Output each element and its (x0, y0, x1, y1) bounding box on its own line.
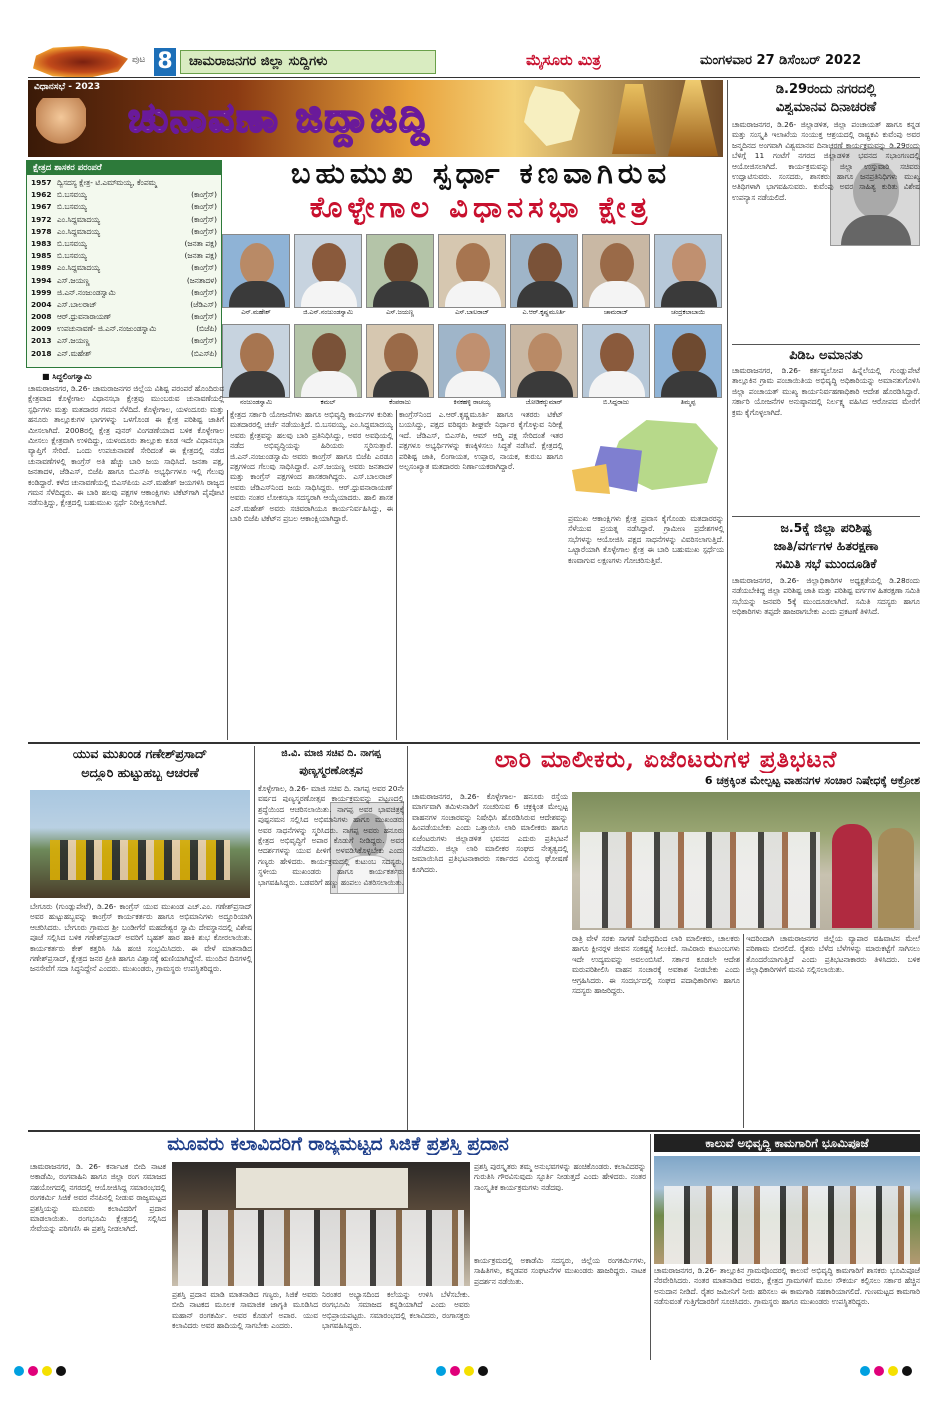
portrait-face (312, 243, 346, 285)
portrait-face (240, 243, 274, 285)
right-story2-text: ಚಾಮರಾಜನಗರ, ಡಿ.26- ಕರ್ತವ್ಯಲೋಪ ಹಿನ್ನೆಲೆಯಲ್ಲಿ ಗುಂಡ್ಲುಪೇಟೆ ತಾಲ್ಲೂಕಿನ ಗ್ರಾಮ ಪಂಚಾಯಿತಿಯ ಅಭಿವೃದ್ಧಿ ಅಧಿಕಾರಿಯನ್ನು ಅಮಾನತುಗೊಳಿಸಿ ಜಿಲ್ಲಾ ಪಂಚಾಯತ್ ಮುಖ್ಯ ಕಾರ್ಯನಿರ್ವಹಣಾಧಿಕಾರಿ ಆದೇಶ ಹೊರಡಿಸಿದ್ದಾರೆ. ಸರ್ಕಾರಿ ಯೋಜನೆಗಳ ಅನುಷ್ಠಾನದಲ್ಲಿ ನಿರ್ಲಕ್ಷ್ಯ ವಹಿಸಿದ ಆರೋಪದ ಮೇರೆಗೆ ಕ್ರಮ ಕೈಗೊಳ್ಳಲಾಗಿದೆ. (732, 366, 920, 417)
candidate-name: ಎನ್.ಮಹೇಶ್ (241, 309, 271, 316)
candidate-photo (294, 324, 362, 410)
history-name: ಎಸ್.ಜಯಣ್ಣ (57, 336, 90, 346)
history-list (31, 177, 219, 360)
candidate-photo (654, 234, 722, 320)
col-rule (227, 410, 228, 740)
history-party: (ಜನತಾದಳ) (186, 275, 217, 285)
award-text-5: ಕಾರ್ಯಕ್ರಮದಲ್ಲಿ ಅಕಾಡೆಮಿ ಸದಸ್ಯರು, ಜಿಲ್ಲೆಯ ರಂಗಕರ್ಮಿಗಳು, ಸಾಹಿತಿಗಳು, ಕನ್ನಡಪರ ಸಂಘಟನೆಗಳ ಮುಖಂಡರು ಹಾಜರಿದ್ದರು. ನಾಟಕ ಪ್ರದರ್ಶನ ನಡೆಯಿತು. (474, 1256, 646, 1286)
right-story1-text: ಚಾಮರಾಜನಗರ, ಡಿ.26- ಜಿಲ್ಲಾಡಳಿತ, ಜಿಲ್ಲಾ ಪಂಚಾಯತ್ ಹಾಗೂ ಕನ್ನಡ ಮತ್ತು ಸಂಸ್ಕೃತಿ ಇಲಾಖೆಯ ಸಂಯುಕ್ತ ಆಶ್ರಯದಲ್ಲಿ ರಾಷ್ಟ್ರಕವಿ ಕುವೆಂಪು ಅವರ ಜನ್ಮದಿನದ ಅಂಗವಾಗಿ ವಿಶ್ವಮಾನವ ದಿನಾಚರಣೆ ಕಾರ್ಯಕ್ರಮವನ್ನು ಡಿ.29ರಂದು ಬೆಳಿಗ್ಗೆ 11 ಗಂಟೆಗೆ ನಗರದ ಜಿಲ್ಲಾಡಳಿತ ಭವನದ ಸಭಾಂಗಣದಲ್ಲಿ ಆಯೋಜಿಸಲಾಗಿದೆ. ಕಾರ್ಯಕ್ರಮವನ್ನು ಜಿಲ್ಲಾ ಉಸ್ತುವಾರಿ ಸಚಿವರು ಉದ್ಘಾಟಿಸುವರು. ಸಂಸದರು, ಶಾಸಕರು ಹಾಗೂ ಜನಪ್ರತಿನಿಧಿಗಳು ಮುಖ್ಯ ಅತಿಥಿಗಳಾಗಿ ಭಾಗವಹಿಸುವರು. ಕುವೆಂಪು ಅವರ ಸಾಹಿತ್ಯ ಕುರಿತು ವಿಶೇಷ ಉಪನ್ಯಾಸ ನಡೆಯಲಿದೆ. (732, 120, 920, 202)
cyan-dot (14, 1366, 24, 1376)
history-party: (ಕಾಂಗ್ರೆಸ್) (191, 263, 217, 273)
lorry-text-1: ಚಾಮರಾಜನಗರ, ಡಿ.26- ಕೊಳ್ಳೇಗಾಲ- ಹನೂರು ರಸ್ತೆಯ ಮಾರ್ಗವಾಗಿ ತಮಿಳುನಾಡಿಗೆ ಸಂಚರಿಸುವ 6 ಚಕ್ರಕ್ಕಿಂತ ಮೇಲ್ಪಟ್ಟ ವಾಹನಗಳ ಸಂಚಾರವನ್ನು ನಿಷೇಧಿಸಿ ಹೊರಡಿಸಿರುವ ಆದೇಶವನ್ನು ಹಿಂಪಡೆಯಬೇಕು ಎಂದು ಒತ್ತಾಯಿಸಿ ಲಾರಿ ಮಾಲೀಕರು ಹಾಗೂ ಏಜೆಂಟರುಗಳು ಜಿಲ್ಲಾಡಳಿತ ಭವನದ ಎದುರು ಪ್ರತಿಭಟನೆ ನಡೆಸಿದರು. ಜಿಲ್ಲಾ ಲಾರಿ ಮಾಲೀಕರ ಸಂಘದ ನೇತೃತ್ವದಲ್ಲಿ ಜಮಾಯಿಸಿದ ಪ್ರತಿಭಟನಾಕಾರರು ಸರ್ಕಾರದ ವಿರುದ್ಧ ಘೋಷಣೆ ಕೂಗಿದರು. (412, 792, 568, 874)
masthead (28, 46, 920, 78)
portrait-body (229, 371, 285, 398)
candidate-name: ಜಿ.ಎನ್.ನಂಜುಂಡಸ್ವಾಮಿ (303, 309, 353, 316)
section-title: ಚಾಮರಾಜನಗರ ಜಿಲ್ಲಾ ಸುದ್ದಿಗಳು (180, 50, 436, 74)
candidate-name: ಚಂದ್ರಕಲಾಬಾಯಿ (671, 309, 705, 316)
right-story1-title-a: ಡಿ.29ರಂದು ನಗರದಲ್ಲಿ (775, 82, 877, 97)
history-row (31, 262, 219, 274)
history-year: 1957 (31, 178, 52, 187)
candidate-photo (438, 234, 506, 320)
right-story3-text: ಚಾಮರಾಜನಗರ, ಡಿ.26- ಜಿಲ್ಲಾಧಿಕಾರಿಗಳ ಅಧ್ಯಕ್ಷತೆಯಲ್ಲಿ ಡಿ.28ರಂದು ನಡೆಯಬೇಕಿದ್ದ ಜಿಲ್ಲಾ ಪರಿಶಿಷ್ಟ ಜಾತಿ ಮತ್ತು ಪರಿಶಿಷ್ಟ ವರ್ಗಗಳ ಹಿತರಕ್ಷಣಾ ಸಮಿತಿ ಸಭೆಯನ್ನು ಜನವರಿ 5ಕ್ಕೆ ಮುಂದೂಡಲಾಗಿದೆ. ಸಮಿತಿ ಸದಸ್ಯರು ಹಾಗೂ ಅಧಿಕಾರಿಗಳು ತಪ್ಪದೇ ಹಾಜರಾಗಬೇಕು ಎಂದು ಪ್ರಕಟಣೆ ತಿಳಿಸಿದೆ. (732, 576, 920, 617)
candidate-photo (222, 324, 290, 410)
portrait-face (384, 243, 418, 285)
lead-headline-1: ಬಹುಮುಖ ಸ್ಪರ್ಧಾ ಕಣವಾಗಿರುವ (290, 156, 672, 190)
right-story1-title-b: ವಿಶ್ವಮಾನವ ದಿನಾಚರಣೆ (775, 100, 877, 115)
history-row (31, 311, 219, 323)
candidate-photo (582, 234, 650, 320)
candidate-portrait (510, 324, 578, 398)
lorry-text-2: ರಾತ್ರಿ ವೇಳೆ ಸರಕು ಸಾಗಣೆ ನಿಷೇಧದಿಂದ ಲಾರಿ ಮಾಲೀಕರು, ಚಾಲಕರು ಹಾಗೂ ಕ್ಲೀನರ್‍ಗಳ ಜೀವನ ಸಂಕಷ್ಟಕ್ಕೆ ಸಿಲುಕಿದೆ. ಸಾವಿರಾರು ಕುಟುಂಬಗಳು ಇದೇ ಉದ್ಯಮವನ್ನು ಅವಲಂಬಿಸಿವೆ. ಸರ್ಕಾರ ಕೂಡಲೇ ಆದೇಶ ಮರುಪರಿಶೀಲಿಸಿ ವಾಹನ ಸಂಚಾರಕ್ಕೆ ಅವಕಾಶ ನೀಡಬೇಕು ಎಂದು ಆಗ್ರಹಿಸಿದರು. ಈ ಸಂದರ್ಭದಲ್ಲಿ ಸಂಘದ ಪದಾಧಿಕಾರಿಗಳು ಹಾಗೂ ಸದಸ್ಯರು ಹಾಜರಿದ್ದರು. (572, 934, 740, 996)
candidate-portrait (582, 324, 650, 398)
history-party: (ಕಾಂಗ್ರೆಸ್) (191, 312, 217, 322)
ganesh-birthday-photo (30, 790, 250, 898)
candidate-photo (222, 234, 290, 320)
ballot-hand-icon (36, 98, 86, 153)
history-party: (ಜನತಾ ಪಕ್ಷ) (184, 251, 217, 261)
history-name: ಎಂ.ಸಿದ್ದಮಾದಯ್ಯ (57, 214, 101, 224)
candidate-name: ಕಿನಕಹಳ್ಳಿ ರಾಚಯ್ಯ (453, 399, 491, 406)
col-rule (254, 746, 255, 1130)
history-name: ಉಪಚುನಾವಣೆ- ಜಿ.ಎನ್.ನಂಜುಂಡಸ್ವಾಮಿ (57, 324, 157, 334)
candidate-photo (366, 324, 434, 410)
history-name: ದ್ವಿಸದಸ್ಯ ಕ್ಷೇತ್ರ- ಟಿ.ಎಮ್‍ಮಯ್ಯ, ಕೆಂಪಮ್ಮ (57, 178, 157, 187)
history-year: 1999 (31, 287, 52, 297)
candidate-portrait (654, 324, 722, 398)
portrait-body (445, 281, 501, 308)
candidate-portrait (294, 324, 362, 398)
candidate-name: ಎಸ್.ಜಯಣ್ಣ (386, 309, 414, 316)
official-figure (832, 824, 872, 928)
history-name: ಎಸ್.ಜಯಣ್ಣ (57, 275, 90, 285)
right-story3-title-b: ಜಾತಿ/ವರ್ಗಗಳ ಹಿತರಕ್ಷಣಾ (773, 538, 879, 553)
history-row (31, 177, 219, 189)
history-party: (ಕಾಂಗ್ರೆಸ್) (191, 336, 217, 346)
candidate-name: ನಂಜುಂಡಸ್ವಾಮಿ (239, 399, 273, 406)
history-row (31, 348, 219, 360)
election-banner-title: ಚುನಾವಣಾ ಜಿದ್ದಾಜಿದ್ದಿ (128, 94, 431, 141)
black-dot (902, 1366, 912, 1376)
history-party: (ಬಿಜೆಪಿ) (196, 324, 217, 334)
candidate-photo (510, 324, 578, 410)
candidate-portrait (294, 234, 362, 308)
election-year-tag: ವಿಧಾನಸಭೆ - 2023 (34, 82, 101, 92)
newspaper-name: ಮೈಸೂರು ಮಿತ್ರ (526, 51, 601, 69)
history-year: 1962 (31, 190, 52, 200)
history-row (31, 287, 219, 299)
right-col-rule (727, 80, 728, 740)
right-rule (732, 344, 920, 345)
map-region-3 (572, 464, 610, 494)
lorry-protest-photo (572, 792, 920, 930)
masthead-rule (28, 77, 920, 78)
history-party: (ಜೆಡಿಎಸ್) (190, 299, 217, 309)
history-name: ಬಿ.ಬಸವಯ್ಯ (57, 251, 87, 261)
portrait-face (384, 333, 418, 375)
nagappa-text: ಕೊಳ್ಳೇಗಾಲ, ಡಿ.26- ಮಾಜಿ ಸಚಿವ ದಿ. ನಾಗಪ್ಪ ಅವರ 20ನೇ ವರ್ಷದ ಪುಣ್ಯಸ್ಮರಣೋತ್ಸವ ಕಾರ್ಯಕ್ರಮವನ್ನು ಪಟ್ಟಣದಲ್ಲಿ ಶ್ರದ್ಧೆಯಿಂದ ಆಚರಿಸಲಾಯಿತು. ನಾಗಪ್ಪ ಅವರ ಭಾವಚಿತ್ರಕ್ಕೆ ಪುಷ್ಪನಮನ ಸಲ್ಲಿಸಿದ ಅಭಿಮಾನಿಗಳು ಹಾಗೂ ಮುಖಂಡರು ಅವರ ಸಾಧನೆಗಳನ್ನು ಸ್ಮರಿಸಿದರು. ನಾಗಪ್ಪ ಅವರು ಹನೂರು ಕ್ಷೇತ್ರದ ಅಭಿವೃದ್ಧಿಗೆ ಅಪಾರ ಕೊಡುಗೆ ನೀಡಿದ್ದರು. ಅವರ ಆದರ್ಶಗಳನ್ನು ಯುವ ಪೀಳಿಗೆ ಅಳವಡಿಸಿಕೊಳ್ಳಬೇಕು ಎಂದು ಗಣ್ಯರು ಹೇಳಿದರು. ಕಾರ್ಯಕ್ರಮದಲ್ಲಿ ಕುಟುಂಬ ಸದಸ್ಯರು, ಸ್ಥಳೀಯ ಮುಖಂಡರು ಹಾಗೂ ಕಾರ್ಯಕರ್ತರು ಭಾಗವಹಿಸಿದ್ದರು. ಬಡವರಿಗೆ ಹಣ್ಣು ಹಂಪಲು ವಿತರಿಸಲಾಯಿತು. (258, 784, 404, 887)
lorry-text-3: ಇದರಿಂದಾಗಿ ಚಾಮರಾಜನಗರ ಜಿಲ್ಲೆಯ ವ್ಯಾಪಾರ ವಹಿವಾಟಿನ ಮೇಲೆ ಪರಿಣಾಮ ಬೀರಲಿದೆ. ರೈತರು ಬೆಳೆದ ಬೆಳೆಗಳನ್ನು ಮಾರುಕಟ್ಟೆಗೆ ಸಾಗಿಸಲು ತೊಂದರೆಯಾಗುತ್ತಿದೆ ಎಂದು ಪ್ರತಿಭಟನಾಕಾರರು ತಿಳಿಸಿದರು. ಬಳಿಕ ಜಿಲ್ಲಾಧಿಕಾರಿಗಳಿಗೆ ಮನವಿ ಸಲ್ಲಿಸಲಾಯಿತು. (746, 934, 920, 975)
history-party: (ಕಾಂಗ್ರೆಸ್) (191, 214, 217, 224)
page-number-badge: 8 (154, 48, 176, 76)
candidate-photo (438, 324, 506, 410)
history-name: ಎಂ.ಸಿದ್ದಮಾದಯ್ಯ (57, 263, 101, 273)
lead-col-2: ಕ್ಷೇತ್ರದ ಸರ್ಕಾರಿ ಯೋಜನೆಗಳು ಹಾಗೂ ಅಭಿವೃದ್ಧಿ ಕಾರ್ಯಗಳ ಕುರಿತು ಮತದಾರರಲ್ಲಿ ಚರ್ಚೆ ನಡೆಯುತ್ತಿದೆ. ಬಿ.ಬಸವಯ್ಯ, ಎಂ.ಸಿದ್ದಮಾದಯ್ಯ ಅವರು ಕ್ಷೇತ್ರವನ್ನು ಹಲವು ಬಾರಿ ಪ್ರತಿನಿಧಿಸಿದ್ದು, ಅವರ ಅವಧಿಯಲ್ಲಿ ನಡೆದ ಅಭಿವೃದ್ಧಿಯನ್ನು ಹಿರಿಯರು ಸ್ಮರಿಸುತ್ತಾರೆ. ಜಿ.ಎನ್.ನಂಜುಂಡಸ್ವಾಮಿ ಅವರು ಕಾಂಗ್ರೆಸ್ ಹಾಗೂ ಬಿಜೆಪಿ ಎರಡೂ ಪಕ್ಷಗಳಿಂದ ಗೆಲುವು ಸಾಧಿಸಿದ್ದಾರೆ. ಎಸ್.ಜಯಣ್ಣ ಅವರು ಜನತಾದಳ ಮತ್ತು ಕಾಂಗ್ರೆಸ್ ಪಕ್ಷಗಳಿಂದ ಶಾಸಕರಾಗಿದ್ದರು. ಎಸ್.ಬಾಲರಾಜ್ ಅವರು ಜೆಡಿಎಸ್‍ನಿಂದ ಜಯ ಸಾಧಿಸಿದ್ದರು. ಆರ್.ಧ್ರುವನಾರಾಯಣ್ ಅವರು ನಂತರ ಲೋಕಸಭಾ ಸದಸ್ಯರಾಗಿ ಆಯ್ಕೆಯಾದರು. ಹಾಲಿ ಶಾಸಕ ಎನ್.ಮಹೇಶ್ ಅವರು ಸಚಿವರಾಗಿಯೂ ಕಾರ್ಯನಿರ್ವಹಿಸಿದ್ದು, ಈ ಬಾರಿ ಬಿಜೆಪಿ ಟಿಕೆಟ್‍ನ ಪ್ರಬಲ ಆಕಾಂಕ್ಷಿಯಾಗಿದ್ದಾರೆ. (230, 410, 393, 524)
history-year: 1983 (31, 238, 52, 248)
black-dot (478, 1366, 488, 1376)
registration-marks-right (860, 1366, 930, 1378)
police-figure (878, 828, 914, 928)
candidate-portrait (222, 234, 290, 308)
yellow-dot (888, 1366, 898, 1376)
history-name: ಜಿ.ಎನ್.ನಂಜುಂಡಸ್ವಾಮಿ (57, 287, 116, 297)
nagappa-title-a: ಜಿ.ವಿ. ಮಾಜಿ ಸಚಿವ ದಿ. ನಾಗಪ್ಪ (281, 748, 381, 759)
history-year: 1985 (31, 251, 52, 261)
portrait-body (661, 281, 717, 308)
section-rule (28, 1130, 920, 1132)
ganesh-title-a: ಯುವ ಮುಖಂಡ ಗಣೇಶ್‍ಪ್ರಸಾದ್ (72, 746, 208, 761)
portrait-face (672, 243, 706, 285)
history-name: ಬಿ.ಬಸವಯ್ಯ (57, 190, 87, 200)
candidate-photo (654, 324, 722, 410)
lead-byline: ■ ಸಿದ್ದಲಿಂಗಸ್ವಾಮಿ (42, 372, 92, 381)
black-dot (56, 1366, 66, 1376)
candidate-portrait (366, 324, 434, 398)
candidate-name: ಜೋಡಿಕರ್‍ಕುಮಾರ್ (525, 399, 563, 406)
history-year: 1989 (31, 263, 52, 273)
history-year: 2013 (31, 336, 52, 346)
portrait-face (672, 333, 706, 375)
section-rule (28, 742, 920, 744)
state-map-emblem (28, 46, 128, 78)
lead-col-4: ಪ್ರಮುಖ ಆಕಾಂಕ್ಷಿಗಳು ಕ್ಷೇತ್ರ ಪ್ರವಾಸ ಕೈಗೊಂಡು ಮತದಾರರನ್ನು ಸೆಳೆಯುವ ಪ್ರಯತ್ನ ನಡೆಸಿದ್ದಾರೆ. ಗ್ರಾಮೀಣ ಪ್ರದೇಶಗಳಲ್ಲಿ ಸಭೆಗಳನ್ನು ಆಯೋಜಿಸಿ ಪಕ್ಷದ ಸಾಧನೆಗಳನ್ನು ವಿವರಿಸಲಾಗುತ್ತಿದೆ. ಒಟ್ಟಾರೆಯಾಗಿ ಕೊಳ್ಳೇಗಾಲ ಕ್ಷೇತ್ರ ಈ ಬಾರಿ ಬಹುಮುಖ ಸ್ಪರ್ಧೆಯ ಕಣವಾಗುವ ಲಕ್ಷಣಗಳು ಗೋಚರಿಸುತ್ತಿವೆ. (568, 514, 724, 565)
candidate-name: ಎಸ್.ಬಾಲರಾಜ್ (455, 309, 489, 316)
lead-col-3: ಕಾಂಗ್ರೆಸ್‍ನಿಂದ ಎ.ಆರ್.ಕೃಷ್ಣಮೂರ್ತಿ ಹಾಗೂ ಇತರರು ಟಿಕೆಟ್ ಬಯಸಿದ್ದು, ಪಕ್ಷದ ವರಿಷ್ಠರು ಶೀಘ್ರವೇ ನಿರ್ಧಾರ ಕೈಗೊಳ್ಳುವ ನಿರೀಕ್ಷೆ ಇದೆ. ಜೆಡಿಎಸ್, ಬಿಎಸ್‍ಪಿ, ಆಮ್ ಆದ್ಮಿ ಪಕ್ಷ ಸೇರಿದಂತೆ ಇತರ ಪಕ್ಷಗಳೂ ಅಭ್ಯರ್ಥಿಗಳನ್ನು ಕಣಕ್ಕಿಳಿಸಲು ಸಿದ್ಧತೆ ನಡೆಸಿವೆ. ಕ್ಷೇತ್ರದಲ್ಲಿ ಪರಿಶಿಷ್ಟ ಜಾತಿ, ಲಿಂಗಾಯತ, ಉಪ್ಪಾರ, ನಾಯಕ, ಕುರುಬ ಹಾಗೂ ಅಲ್ಪಸಂಖ್ಯಾತ ಮತದಾರರು ನಿರ್ಣಾಯಕರಾಗಿದ್ದಾರೆ. (399, 410, 563, 472)
candidate-photo (510, 234, 578, 320)
history-year: 2009 (31, 324, 52, 334)
history-party: (ಕಾಂಗ್ರೆಸ್) (191, 226, 217, 236)
history-box-title: ಕ್ಷೇತ್ರದ ಶಾಸಕರ ಪರಂಪರೆ (27, 161, 221, 175)
magenta-dot (874, 1366, 884, 1376)
bhoomi-pooja-photo (654, 1156, 920, 1264)
issue-date: ಮಂಗಳವಾರ 27 ಡಿಸೆಂಬರ್ 2022 (700, 53, 862, 68)
history-year: 1967 (31, 202, 52, 212)
candidate-name: ಎ.ಆರ್.ಕೃಷ್ಣಮೂರ್ತಿ (522, 309, 566, 316)
page-label: ಪುಟ (132, 55, 146, 65)
history-party: (ಕಾಂಗ್ರೆಸ್) (191, 190, 217, 200)
history-row (31, 201, 219, 213)
ganesh-text: ಬೇಗೂರು (ಗುಂಡ್ಲುಪೇಟೆ), ಡಿ.26- ಕಾಂಗ್ರೆಸ್ ಯುವ ಮುಖಂಡ ಎಚ್.ಎಂ. ಗಣೇಶ್‍ಪ್ರಸಾದ್ ಅವರ ಹುಟ್ಟುಹಬ್ಬವನ್ನು ಕಾಂಗ್ರೆಸ್ ಕಾರ್ಯಕರ್ತರು ಹಾಗೂ ಅಭಿಮಾನಿಗಳು ಅದ್ದೂರಿಯಾಗಿ ಆಚರಿಸಿದರು. ಬೇಗೂರು ಗ್ರಾಮದ ಶ್ರೀ ಬಂಡೀಗೆರೆ ಮಹದೇಶ್ವರ ಸ್ವಾಮಿ ದೇವಸ್ಥಾನದಲ್ಲಿ ವಿಶೇಷ ಪೂಜೆ ಸಲ್ಲಿಸಿದ ಬಳಿಕ ಗಣೇಶ್‍ಪ್ರಸಾದ್ ಅವರಿಗೆ ಬೃಹತ್ ಹಾರ ಹಾಕಿ ಶುಭ ಕೋರಲಾಯಿತು. ಕಾರ್ಯಕರ್ತರು ಕೇಕ್ ಕತ್ತರಿಸಿ ಸಿಹಿ ಹಂಚಿ ಸಂಭ್ರಮಿಸಿದರು. ಈ ವೇಳೆ ಮಾತನಾಡಿದ ಗಣೇಶ್‍ಪ್ರಸಾದ್, ಕ್ಷೇತ್ರದ ಜನರ ಪ್ರೀತಿ ಹಾಗೂ ವಿಶ್ವಾಸಕ್ಕೆ ಋಣಿಯಾಗಿದ್ದೇನೆ. ಮುಂದಿನ ದಿನಗಳಲ್ಲಿ ಜನಸೇವೆಗೆ ಸದಾ ಸಿದ್ಧನಿದ್ದೇನೆ ಎಂದರು. ಮುಖಂಡರು, ಗ್ರಾಮಸ್ಥರು ಉಪಸ್ಥಿತರಿದ್ದರು. (30, 902, 252, 974)
candidate-portrait (438, 324, 506, 398)
history-name: ಎಸ್.ಬಾಲರಾಜ್ (57, 299, 97, 309)
portrait-body (661, 371, 717, 398)
history-year: 2008 (31, 312, 52, 322)
candidate-photo (582, 324, 650, 410)
candidate-name: ಕೆಂಪರಾಜು (389, 399, 411, 406)
ceremony-crowd (664, 1186, 910, 1264)
stage-banner (236, 1168, 408, 1208)
candidate-portrait (582, 234, 650, 308)
history-year: 1972 (31, 214, 52, 224)
award-title: ಮೂವರು ಕಲಾವಿದರಿಗೆ ರಾಜ್ಯಮಟ್ಟದ ಸಿಜಿಕೆ ಪ್ರಶಸ್ತಿ ಪ್ರದಾನ (167, 1134, 509, 1155)
award-stage-photo (172, 1162, 470, 1286)
temple-gopura-2 (668, 80, 718, 156)
history-name: ಆರ್.ಧ್ರುವನಾರಾಯಣ್ (57, 312, 112, 322)
lead-headline-2: ಕೊಳ್ಳೇಗಾಲ ವಿಧಾನಸಭಾ ಕ್ಷೇತ್ರ (309, 190, 653, 224)
history-year: 2018 (31, 348, 52, 358)
candidate-name: ಕಮಲ್ (320, 399, 336, 406)
portrait-face (600, 243, 634, 285)
candidate-portrait (510, 234, 578, 308)
bhoomi-text: ಚಾಮರಾಜನಗರ, ಡಿ.26- ತಾಲ್ಲೂಕಿನ ಗ್ರಾಮವೊಂದರಲ್ಲಿ ಕಾಲುವೆ ಅಭಿವೃದ್ಧಿ ಕಾಮಗಾರಿಗೆ ಶಾಸಕರು ಭೂಮಿಪೂಜೆ ನೆರವೇರಿಸಿದರು. ನಂತರ ಮಾತನಾಡಿದ ಅವರು, ಕ್ಷೇತ್ರದ ಗ್ರಾಮಗಳಿಗೆ ಮೂಲ ಸೌಕರ್ಯ ಕಲ್ಪಿಸಲು ಸರ್ಕಾರ ಹೆಚ್ಚಿನ ಅನುದಾನ ನೀಡಿದೆ. ರೈತರ ಜಮೀನಿಗೆ ನೀರು ಹರಿಸಲು ಈ ಕಾಮಗಾರಿ ಸಹಕಾರಿಯಾಗಲಿದೆ. ಗುಣಮಟ್ಟದ ಕಾಮಗಾರಿ ನಡೆಸುವಂತೆ ಗುತ್ತಿಗೆದಾರರಿಗೆ ಸೂಚಿಸಿದರು. ಗ್ರಾಮಸ್ಥರು ಹಾಗೂ ಮುಖಂಡರು ಉಪಸ್ಥಿತರಿದ್ದರು. (654, 1266, 920, 1307)
portrait-body (229, 281, 285, 308)
lorry-subtitle: 6 ಚಕ್ರಕ್ಕಿಂತ ಮೇಲ್ಪಟ್ಟ ವಾಹನಗಳ ಸಂಚಾರ ನಿಷೇಧಕ್ಕೆ ಆಕ್ರೋಶ (704, 774, 920, 787)
history-row (31, 299, 219, 311)
portrait-body (517, 281, 573, 308)
portrait-face (456, 333, 490, 375)
col-rule (650, 1134, 651, 1360)
portrait-body (589, 371, 645, 398)
history-name: ಬಿ.ಬಸವಯ್ಯ (57, 238, 87, 248)
award-text-3: ನಿರಂತರ ಅಭ್ಯಾಸದಿಂದ ಕಲೆಯನ್ನು ಉಳಿಸಿ ಬೆಳೆಸಬೇಕು. ರಂಗಭೂಮಿ ಸಮಾಜದ ಕನ್ನಡಿಯಾಗಿದೆ ಎಂದು ಅವರು ಅಭಿಪ್ರಾಯಪಟ್ಟರು. ಸಮಾರಂಭದಲ್ಲಿ ಕಲಾವಿದರು, ರಂಗಾಸಕ್ತರು ಭಾಗವಹಿಸಿದ್ದರು. (322, 1290, 470, 1331)
history-year: 1994 (31, 275, 52, 285)
right-story3-title-a: ಜ.5ಕ್ಕೆ ಜಿಲ್ಲಾ ಪರಿಶಿಷ್ಟ (780, 520, 872, 535)
history-party: (ಕಾಂಗ್ರೆಸ್) (191, 287, 217, 297)
lorry-title: ಲಾರಿ ಮಾಲೀಕರು, ಏಜೆಂಟರುಗಳ ಪ್ರತಿಭಟನೆ (494, 746, 838, 773)
portrait-body (589, 281, 645, 308)
candidate-portrait (222, 324, 290, 398)
election-banner (28, 80, 723, 157)
history-year: 1978 (31, 226, 52, 236)
candidate-portrait (366, 234, 434, 308)
magenta-dot (450, 1366, 460, 1376)
candidate-portrait (438, 234, 506, 308)
candidate-name: ಚಾಮರಾಜ್ (603, 309, 629, 316)
history-row (31, 189, 219, 201)
col-rule (396, 410, 397, 740)
garland-crowd (50, 840, 230, 880)
portrait-face (456, 243, 490, 285)
nagappa-title-b: ಪುಣ್ಯಸ್ಮರಣೋತ್ಸವ (299, 764, 363, 777)
candidate-name: ಬಿ.ಸಿದ್ದರಾಜು (602, 399, 629, 406)
history-year: 2004 (31, 299, 52, 309)
history-name: ಎನ್.ಮಹೇಶ್ (57, 348, 92, 358)
portrait-face (600, 333, 634, 375)
portrait-face (528, 243, 562, 285)
lead-col-1: ಚಾಮರಾಜನಗರ, ಡಿ.26- ಚಾಮರಾಜನಗರ ಜಿಲ್ಲೆಯ ವಿಶಿಷ್ಟ ಪರಂಪರೆ ಹೊಂದಿರುವ ಕ್ಷೇತ್ರವಾದ ಕೊಳ್ಳೇಗಾಲ ವಿಧಾನಸಭಾ ಕ್ಷೇತ್ರವು ಮುಂಬರುವ ಚುನಾವಣೆಯಲ್ಲಿ ಸ್ಪರ್ಧಿಗಳು ಮತ್ತು ಮತದಾರರ ಗಮನ ಸೆಳೆದಿದೆ. ಕೊಳ್ಳೇಗಾಲ, ಯಳಂದೂರು ಮತ್ತು ಹನೂರು ತಾಲ್ಲೂಕುಗಳ ಭಾಗಗಳನ್ನು ಒಳಗೊಂಡ ಈ ಕ್ಷೇತ್ರ ಪರಿಶಿಷ್ಟ ಜಾತಿಗೆ ಮೀಸಲಾಗಿದೆ. 2008ರಲ್ಲಿ ಕ್ಷೇತ್ರ ಪುನರ್ ವಿಂಗಡಣೆಯಾದ ಬಳಿಕ ಕೊಳ್ಳೇಗಾಲ ಮೀಸಲು ಕ್ಷೇತ್ರವಾಗಿ ಉಳಿದಿದ್ದು, ಯಳಂದೂರು ತಾಲ್ಲೂಕು ಕೂಡ ಇದೇ ವಿಧಾನಸಭಾ ವ್ಯಾಪ್ತಿಗೆ ಸೇರಿದೆ. ಒಂದು ಉಪಚುನಾವಣೆ ಸೇರಿದಂತೆ ಈ ಕ್ಷೇತ್ರದಲ್ಲಿ ನಡೆದ ಚುನಾವಣೆಗಳಲ್ಲಿ ಕಾಂಗ್ರೆಸ್ ಅತಿ ಹೆಚ್ಚು ಬಾರಿ ಜಯ ಸಾಧಿಸಿದೆ. ಜನತಾ ಪಕ್ಷ, ಜನತಾದಳ, ಜೆಡಿಎಸ್, ಬಿಜೆಪಿ ಹಾಗೂ ಬಿಎಸ್‍ಪಿ ಅಭ್ಯರ್ಥಿಗಳೂ ಇಲ್ಲಿ ಗೆಲುವು ಕಂಡಿದ್ದಾರೆ. ಕಳೆದ ಚುನಾವಣೆಯಲ್ಲಿ ಬಿಎಸ್‍ಪಿಯ ಎನ್.ಮಹೇಶ್ ಜಯಗಳಿಸಿ ರಾಜ್ಯದ ಗಮನ ಸೆಳೆದಿದ್ದರು. ಈ ಬಾರಿ ಹಲವು ಪಕ್ಷಗಳ ಆಕಾಂಕ್ಷಿಗಳು ಟಿಕೆಟ್‍ಗಾಗಿ ಪೈಪೋಟಿ ನಡೆಸುತ್ತಿದ್ದು, ಕ್ಷೇತ್ರದಲ್ಲಿ ಬಹುಮುಖ ಸ್ಪರ್ಧೆ ನಿರೀಕ್ಷಿಸಲಾಗಿದೆ. (28, 384, 224, 508)
candidate-photo-grid (222, 234, 727, 406)
temple-gopura-1 (612, 84, 656, 154)
right-rule (732, 516, 920, 517)
history-row (31, 226, 219, 238)
award-text-4: ಪ್ರಶಸ್ತಿ ಪುರಸ್ಕೃತರು ತಮ್ಮ ಅನುಭವಗಳನ್ನು ಹಂಚಿಕೊಂಡರು. ಕಲಾವಿದರನ್ನು ಗುರುತಿಸಿ ಗೌರವಿಸುವುದು ಸ್ಫೂರ್ತಿ ನೀಡುತ್ತದೆ ಎಂದು ಹೇಳಿದರು. ನಂತರ ಸಾಂಸ್ಕೃತಿಕ ಕಾರ್ಯಕ್ರಮಗಳು ನಡೆದವು. (474, 1162, 646, 1192)
portrait-body (301, 281, 357, 308)
history-party: (ಕಾಂಗ್ರೆಸ್) (191, 202, 217, 212)
candidate-name: ತಿಮ್ಮಪ್ಪ (680, 399, 696, 406)
right-story2-title: ಪಿಡಿಒ ಅಮಾನತು (789, 348, 863, 363)
portrait-body (517, 371, 573, 398)
registration-marks-left (14, 1366, 84, 1378)
bhoomi-title: ಕಾಲುವೆ ಅಭಿವೃದ್ಧಿ ಕಾಮಗಾರಿಗೆ ಭೂಮಿಪೂಜೆ (654, 1134, 920, 1152)
history-name: ಬಿ.ಬಸವಯ್ಯ (57, 202, 87, 212)
constituency-map (568, 420, 724, 508)
registration-marks-center (436, 1366, 506, 1378)
history-row (31, 250, 219, 262)
district-map-graphic (524, 86, 580, 146)
portrait-face (312, 333, 346, 375)
award-text-1: ಚಾಮರಾಜನಗರ, ಡಿ. 26- ಕರ್ನಾಟಕ ಬೀದಿ ನಾಟಕ ಅಕಾಡೆಮಿ, ರಂಗವಾಹಿನಿ ಹಾಗೂ ಜಿಲ್ಲಾ ರಂಗ ಸಮಾಜದ ಸಹಯೋಗದಲ್ಲಿ ನಗರದಲ್ಲಿ ಆಯೋಜಿಸಿದ್ದ ಸಮಾರಂಭದಲ್ಲಿ ರಂಗಕರ್ಮಿ ಸಿಜಿಕೆ ಅವರ ನೆನಪಿನಲ್ಲಿ ನೀಡುವ ರಾಜ್ಯಮಟ್ಟದ ಪ್ರಶಸ್ತಿಯನ್ನು ಮೂವರು ಕಲಾವಿದರಿಗೆ ಪ್ರದಾನ ಮಾಡಲಾಯಿತು. ರಂಗಭೂಮಿ ಕ್ಷೇತ್ರದಲ್ಲಿ ಸಲ್ಲಿಸಿದ ಸೇವೆಯನ್ನು ಪರಿಗಣಿಸಿ ಈ ಪ್ರಶಸ್ತಿ ನೀಡಲಾಗಿದೆ. (30, 1162, 166, 1234)
history-row (31, 238, 219, 250)
history-row (31, 335, 219, 347)
candidate-photo (294, 234, 362, 320)
portrait-body (445, 371, 501, 398)
magenta-dot (28, 1366, 38, 1376)
stage-people (178, 1210, 464, 1286)
candidate-photo (366, 234, 434, 320)
history-party: (ಬಿಎಸ್‍ಪಿ) (191, 348, 217, 358)
award-text-2: ಪ್ರಶಸ್ತಿ ಪ್ರದಾನ ಮಾಡಿ ಮಾತನಾಡಿದ ಗಣ್ಯರು, ಸಿಜಿಕೆ ಅವರು ಬೀದಿ ನಾಟಕದ ಮೂಲಕ ಸಾಮಾಜಿಕ ಜಾಗೃತಿ ಮೂಡಿಸಿದ ಮಹಾನ್ ರಂಗಕರ್ಮಿ. ಅವರ ಕೊಡುಗೆ ಅಪಾರ. ಯುವ ಕಲಾವಿದರು ಅವರ ಹಾದಿಯಲ್ಲಿ ಸಾಗಬೇಕು ಎಂದರು. (172, 1290, 318, 1331)
yellow-dot (464, 1366, 474, 1376)
portrait-body (373, 371, 429, 398)
cyan-dot (860, 1366, 870, 1376)
cyan-dot (436, 1366, 446, 1376)
portrait-face (240, 333, 274, 375)
col-rule (743, 934, 744, 1128)
history-row (31, 323, 219, 335)
yellow-dot (42, 1366, 52, 1376)
protesters-group (580, 832, 820, 928)
portrait-body (373, 281, 429, 308)
portrait-face (528, 333, 562, 375)
col-rule (407, 746, 408, 1130)
right-story3-title-c: ಸಮಿತಿ ಸಭೆ ಮುಂದೂಡಿಕೆ (775, 556, 877, 571)
history-box (26, 160, 222, 368)
history-row (31, 214, 219, 226)
history-party: (ಜನತಾ ಪಕ್ಷ) (184, 238, 217, 248)
candidate-portrait (654, 234, 722, 308)
portrait-body (301, 371, 357, 398)
ganesh-title-b: ಅದ್ದೂರಿ ಹುಟ್ಟುಹಬ್ಬ ಆಚರಣೆ (81, 765, 199, 780)
history-name: ಎಂ.ಸಿದ್ದಮಾದಯ್ಯ (57, 226, 101, 236)
history-row (31, 275, 219, 287)
